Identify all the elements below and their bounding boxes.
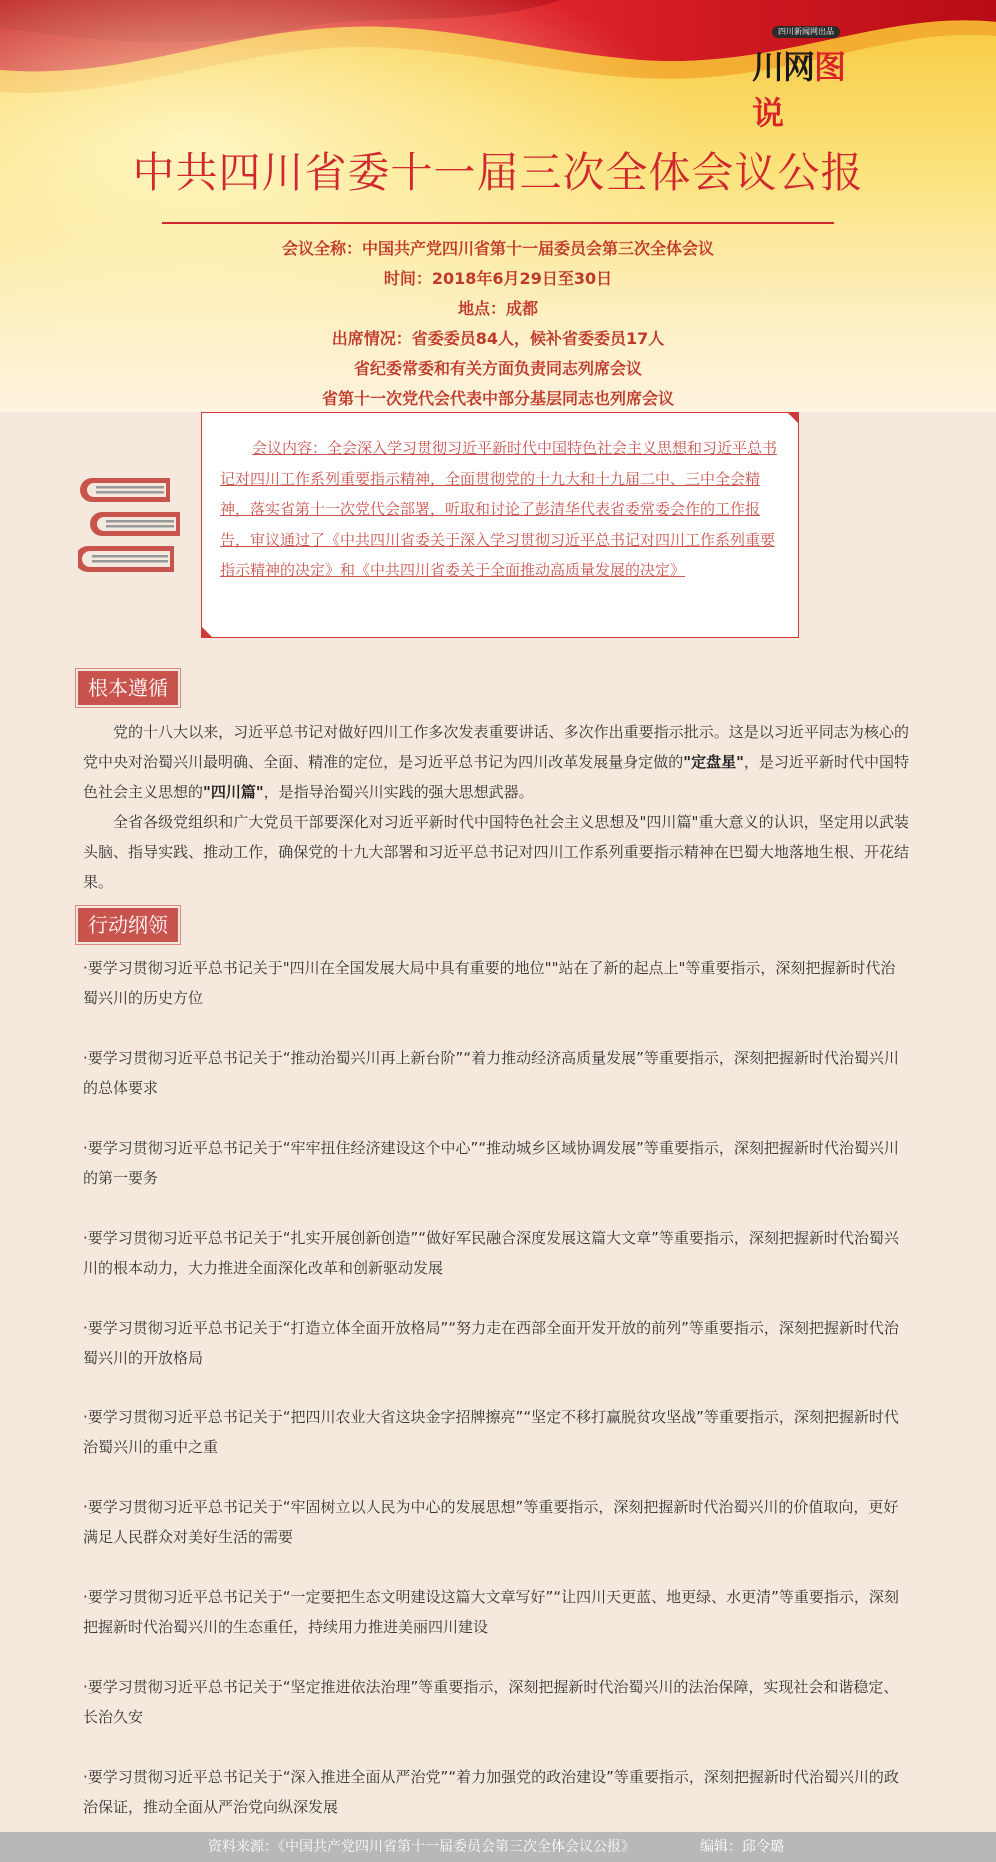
action-item: ·要学习贯彻习近平总书记关于“把四川农业大省这块金字招牌擦亮”“坚定不移打赢脱贫攻坚战”等重要指示，深刻把握新时代治蜀兴川的重中之重 bbox=[83, 1408, 899, 1456]
meeting-info bbox=[0, 234, 996, 412]
logo-tag: 四川新闻网出品 bbox=[772, 26, 840, 38]
footer-bar bbox=[0, 1832, 996, 1862]
action-item: ·要学习贯彻习近平总书记关于“打造立体全面开放格局”“努力走在西部全面开发开放的前列”等重要指示，深刻把握新时代治蜀兴川的开放格局 bbox=[83, 1319, 899, 1367]
info-line-place: 地点：成都 bbox=[457, 299, 538, 318]
action-item: ·要学习贯彻习近平总书记关于“牢固树立以人民为中心的发展思想”等重要指示，深刻把握新时代治蜀兴川的价值取向，更好满足人民群众对美好生活的需要 bbox=[83, 1498, 899, 1546]
title-divider bbox=[162, 222, 834, 224]
box-corner-decoration bbox=[201, 626, 213, 638]
action-item: ·要学习贯彻习近平总书记关于"四川在全国发展大局中具有重要的地位""站在了新的起点上"等重要指示，深刻把握新时代治蜀兴川的历史方位 bbox=[83, 959, 896, 1007]
info-line-name: 会议全称：中国共产党四川省第十一届委员会第三次全体会议 bbox=[281, 239, 714, 258]
action-item: ·要学习贯彻习近平总书记关于“扎实开展创新创造”“做好军民融合深度发展这篇大文章”等重要指示，深刻把握新时代治蜀兴川的根本动力，大力推进全面深化改革和创新驱动发展 bbox=[83, 1229, 899, 1277]
action-item: ·要学习贯彻习近平总书记关于“坚定推进依法治理”等重要指示，深刻把握新时代治蜀兴川的法治保障，实现社会和谐稳定、长治久安 bbox=[83, 1678, 899, 1726]
action-item: ·要学习贯彻习近平总书记关于“深入推进全面从严治党”“着力加强党的政治建设”等重要指示，深刻把握新时代治蜀兴川的政治保证，推动全面从严治党向纵深发展 bbox=[83, 1768, 899, 1816]
info-line-attendees: 省纪委常委和有关方面负责同志列席会议 bbox=[353, 359, 642, 378]
action-item: ·要学习贯彻习近平总书记关于“一定要把生态文明建设这篇大文章写好”“让四川天更蓝、地更绿、水更清”等重要指示，深刻把握新时代治蜀兴川的生态重任，持续用力推进美丽四川建设 bbox=[83, 1588, 899, 1636]
section-label-action: 行动纲领 bbox=[78, 908, 178, 942]
footer-source: 资料来源：《中国共产党四川省第十一届委员会第三次全体会议公报》 bbox=[208, 1839, 635, 1855]
info-line-time: 时间：2018年6月29日至30日 bbox=[383, 269, 613, 288]
page-title: 中共四川省委十一届三次全体会议公报 bbox=[132, 148, 864, 197]
meeting-content-box bbox=[201, 412, 799, 638]
section-label-fundamental: 根本遵循 bbox=[78, 671, 178, 705]
meeting-content-text[interactable]: 会议内容：全会深入学习贯彻习近平新时代中国特色社会主义思想和习近平总书记对四川工作系列重要指示精神，全面贯彻党的十九大和十九届二中、三中全会精神，落实省第十一次党代会部署，听取和讨论了彭清华代表省委常委会作的工作报告，审议通过了《中共四川省委关于深入学习贯彻习近平总书记对四川工作系列重要指示精神的决定》和《中共四川省委关于全面推动高质量发展的决定》 bbox=[220, 439, 778, 579]
info-line-attendance: 出席情况：省委委员84人，候补省委委员17人 bbox=[331, 329, 665, 348]
action-item: ·要学习贯彻习近平总书记关于“推动治蜀兴川再上新台阶”“着力推动经济高质量发展”等重要指示，深刻把握新时代治蜀兴川的总体要求 bbox=[83, 1049, 899, 1097]
action-item: ·要学习贯彻习近平总书记关于“牢牢扭住经济建设这个中心”“推动城乡区域协调发展”等重要指示，深刻把握新时代治蜀兴川的第一要务 bbox=[83, 1139, 899, 1187]
footer-editor: 编辑：邱令璐 bbox=[700, 1839, 784, 1855]
paragraph-fundamental-1: 党的十八大以来，习近平总书记对做好四川工作多次发表重要讲话、多次作出重要指示批示。这是以习近平同志为核心的党中央对治蜀兴川最明确、全面、精准的定位，是习近平总书记为四川改革发展量身定做的"定盘星"，是习近平新时代中国特色社会主义思想的"四川篇"，是指导治蜀兴川实践的强大思想武器。 bbox=[83, 723, 909, 801]
paragraph-fundamental-2: 全省各级党组织和广大党员干部要深化对习近平新时代中国特色社会主义思想及"四川篇"重大意义的认识，坚定用以武装头脑、指导实践、推动工作，确保党的十九大部署和习近平总书记对四川工作系列重要指示精神在巴蜀大地落地生根、开花结果。 bbox=[83, 813, 909, 891]
logo-mark: 川网图说 bbox=[752, 48, 846, 132]
box-corner-decoration bbox=[787, 412, 799, 424]
site-logo[interactable] bbox=[752, 26, 862, 132]
header-banner bbox=[0, 0, 996, 412]
info-line-delegates: 省第十一次党代会代表中部分基层同志也列席会议 bbox=[321, 389, 674, 408]
book-stack-icon bbox=[78, 472, 186, 580]
